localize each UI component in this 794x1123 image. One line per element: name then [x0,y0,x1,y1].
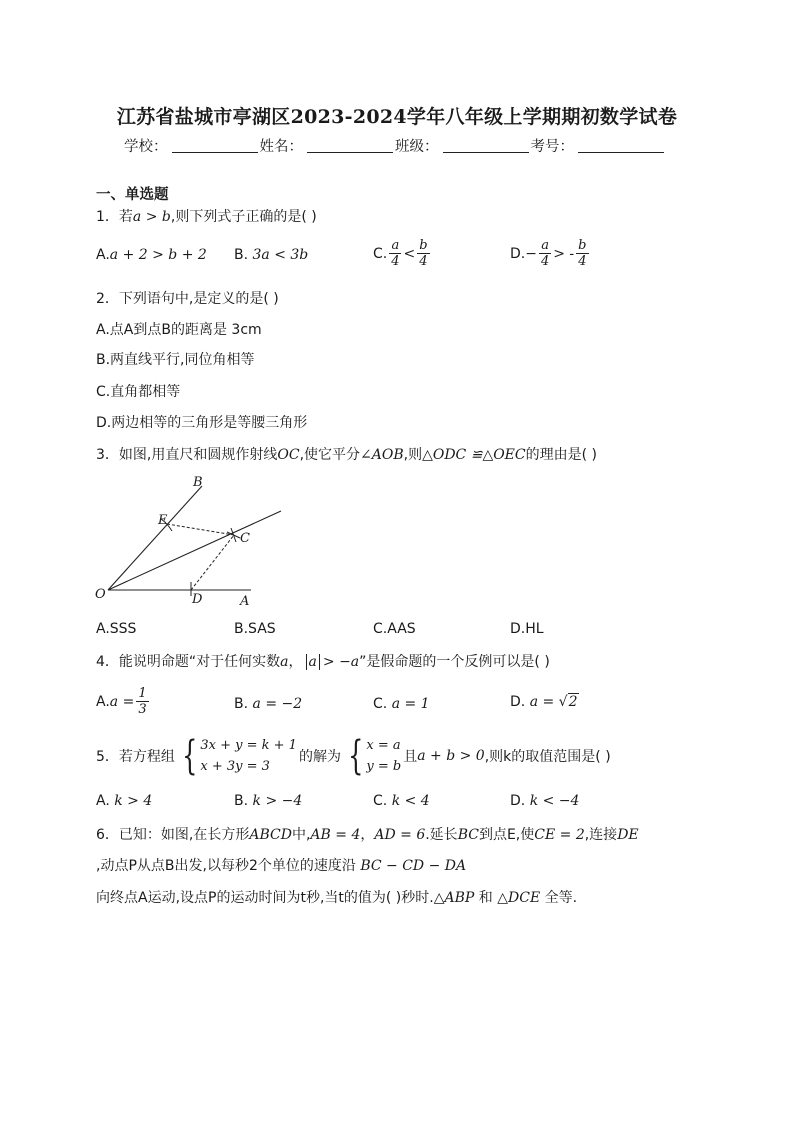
label-e: E [158,513,168,528]
q4-var: a [280,654,289,670]
q1-option-d[interactable] [510,238,591,269]
q1-d-op: > - [553,245,575,262]
q6-l3-b: 和 [478,890,493,906]
q2-option-c[interactable]: C.直角都相等 [96,384,181,400]
q5-a-label: A. [96,793,110,809]
q3-option-c[interactable]: C.AAS [373,621,416,637]
label-d: D [192,592,203,607]
segment-dc [191,535,234,590]
q1-text-a: 1．若 [96,209,133,225]
q1-d-label: D. [510,245,526,262]
q1-option-b[interactable] [234,247,308,263]
q1-a-label: A. [96,247,110,263]
q5-equation-system: { 3x + y = k + 1 x + 3y = 3 [182,733,297,779]
q1-text-b: ,则下列式子正确的是( ) [170,209,317,225]
q4-a-math: a = [109,693,135,710]
q4-b-math: a = −2 [252,696,303,712]
q6-l1-de: DE [617,827,639,843]
q4-ineq: > −a [322,654,360,670]
q5-sol1: x = a [366,738,401,753]
q5-option-c[interactable] [373,793,430,809]
q6-l3-abp: △ABP [433,890,475,906]
q2-option-d[interactable]: D.两边相等的三角形是等腰三角形 [96,415,308,431]
q5-eq2: x + 3y = 3 [200,759,270,774]
q3-text-d: 的理由是( ) [525,447,597,463]
school-label: 学校： [124,139,168,155]
q4-option-b[interactable] [234,696,302,712]
q4-option-a[interactable] [96,686,151,717]
q3-angle-bisector-figure [90,470,290,615]
q6-l1-c: ， [360,827,375,843]
q5-c-math: k < 4 [391,793,430,809]
label-c: C [240,531,250,546]
q6-l1-ce: CE = 2 [534,827,585,843]
q1-c-frac2: $\frac{b}{4}$ [419,238,428,269]
question-6-line-1 [96,824,639,844]
q5-text-b: 的解为 [298,749,341,765]
q1-c-op: < [403,245,416,262]
number-label: 考号： [530,139,574,155]
q5-d-label: D. [510,793,526,809]
q4-d-label: D. [510,694,526,710]
label-b: B [193,475,203,490]
q3-option-d[interactable]: D.HL [510,621,544,637]
q4-text-d: ”是假命题的一个反例可以是( ) [359,654,550,670]
q4-abs: a [306,654,320,670]
q5-option-b[interactable] [234,793,302,809]
q6-l1-bc: BC [457,827,479,843]
number-blank[interactable] [578,138,664,153]
q1-b-math: 3a < 3b [252,247,309,263]
question-2-stem: 2．下列语句中,是定义的是( ) [96,291,279,307]
q6-l1-d: .延长 [425,827,458,843]
q1-d-frac2: $\frac{b}{4}$ [578,238,587,269]
q5-c-label: C. [373,793,388,809]
q5-d-math: k < −4 [529,793,580,809]
school-blank[interactable] [172,138,258,153]
q5-option-d[interactable] [510,793,579,809]
q4-text-b: ， [288,654,303,670]
q6-l1-b: 中, [291,827,311,843]
q2-option-b[interactable]: B.两直线平行,同位角相等 [96,352,255,368]
class-label: 班级： [395,139,439,155]
q6-l2-path: BC − CD − DA [360,858,467,874]
q5-a-math: k > 4 [114,793,153,809]
ray-ob [108,486,202,590]
question-1-stem [96,206,317,226]
q3-text-c: ,则 [403,447,423,463]
q2-option-a[interactable]: A.点A到点B的距离是 3cm [96,322,262,338]
q1-c-frac1: $\frac{a}{4}$ [391,238,400,269]
q1-a-math: a + 2 > b + 2 [109,247,207,263]
q6-l1-ab: AB = 4 [310,827,361,843]
q4-a-label: A. [96,693,110,710]
name-label: 姓名： [259,139,303,155]
q1-d-minus: − [525,245,537,262]
ray-oc [108,511,281,590]
q5-eq1: 3x + y = k + 1 [200,738,297,753]
exam-title: 江苏省盐城市亭湖区2023-2024学年八年级上学期期初数学试卷 [116,106,678,128]
q6-l3-dce: △DCE [497,890,541,906]
q3-option-a[interactable]: A.SSS [96,621,137,637]
q1-c-label: C. [373,245,388,262]
q5-b-math: k > −4 [252,793,303,809]
q5-sol2: y = b [366,759,402,774]
q1-math: a > b [132,209,171,225]
q4-b-label: B. [234,696,249,712]
q5-text-c: 且 [403,749,418,765]
q4-d-math: a = [529,694,555,710]
q4-a-frac: $\frac{1}{3}$ [138,686,147,717]
q5-solution-system: { x = a y = b [348,733,402,779]
question-5-stem [96,735,611,777]
q5-option-a[interactable] [96,793,152,809]
q1-option-c[interactable] [373,238,432,269]
segment-ec [167,524,234,535]
label-a: A [240,594,250,609]
q6-l1-f: ,连接 [584,827,618,843]
q6-l1-a: 6．已知：如图,在长方形 [96,827,250,843]
student-info-row [124,135,666,156]
question-6-line-3 [96,887,577,907]
q5-cond: a + b > 0 [417,748,485,764]
q4-text-a: 4．能说明命题“对于任何实数 [96,654,281,670]
q1-d-frac1: $\frac{a}{4}$ [540,238,550,269]
q6-l1-e: 到点E,使 [478,827,535,843]
section-heading: 一、单选题 [96,187,169,203]
q3-congruence: △ODC ≌△OEC [422,447,526,463]
question-4-stem [96,651,550,671]
q4-d-sqrt: √2 [558,694,578,710]
name-blank[interactable] [307,138,393,153]
q3-text-b: ,使它平分 [299,447,361,463]
q5-text-d: ,则k的取值范围是( ) [484,749,611,765]
label-o: O [95,587,106,602]
q4-option-d[interactable] [510,694,579,710]
q6-l1-ad: AD = 6 [374,827,426,843]
q3-angle: ∠AOB [360,447,404,463]
q4-c-math: a = 1 [391,696,430,712]
q4-option-c[interactable] [373,696,430,712]
q4-c-label: C. [373,696,388,712]
question-3-stem [96,444,597,464]
q1-b-label: B. [234,247,249,263]
q5-text-a: 5．若方程组 [96,749,175,765]
q3-text-a: 3．如图,用直尺和圆规作射线 [96,447,278,463]
q1-option-a[interactable] [96,247,207,263]
q3-ray-oc: OC [277,447,300,463]
class-blank[interactable] [443,138,529,153]
q6-l3-a: 向终点A运动,设点P的运动时间为t秒,当t的值为( )秒时. [96,890,434,906]
q6-l3-c: 全等. [544,890,578,906]
q3-option-b[interactable]: B.SAS [234,621,276,637]
q6-l2-a: ,动点P从点B出发,以每秒2个单位的速度沿 [96,858,356,874]
question-6-line-2 [96,855,466,875]
q5-b-label: B. [234,793,249,809]
q6-l1-abcd: ABCD [249,827,292,843]
